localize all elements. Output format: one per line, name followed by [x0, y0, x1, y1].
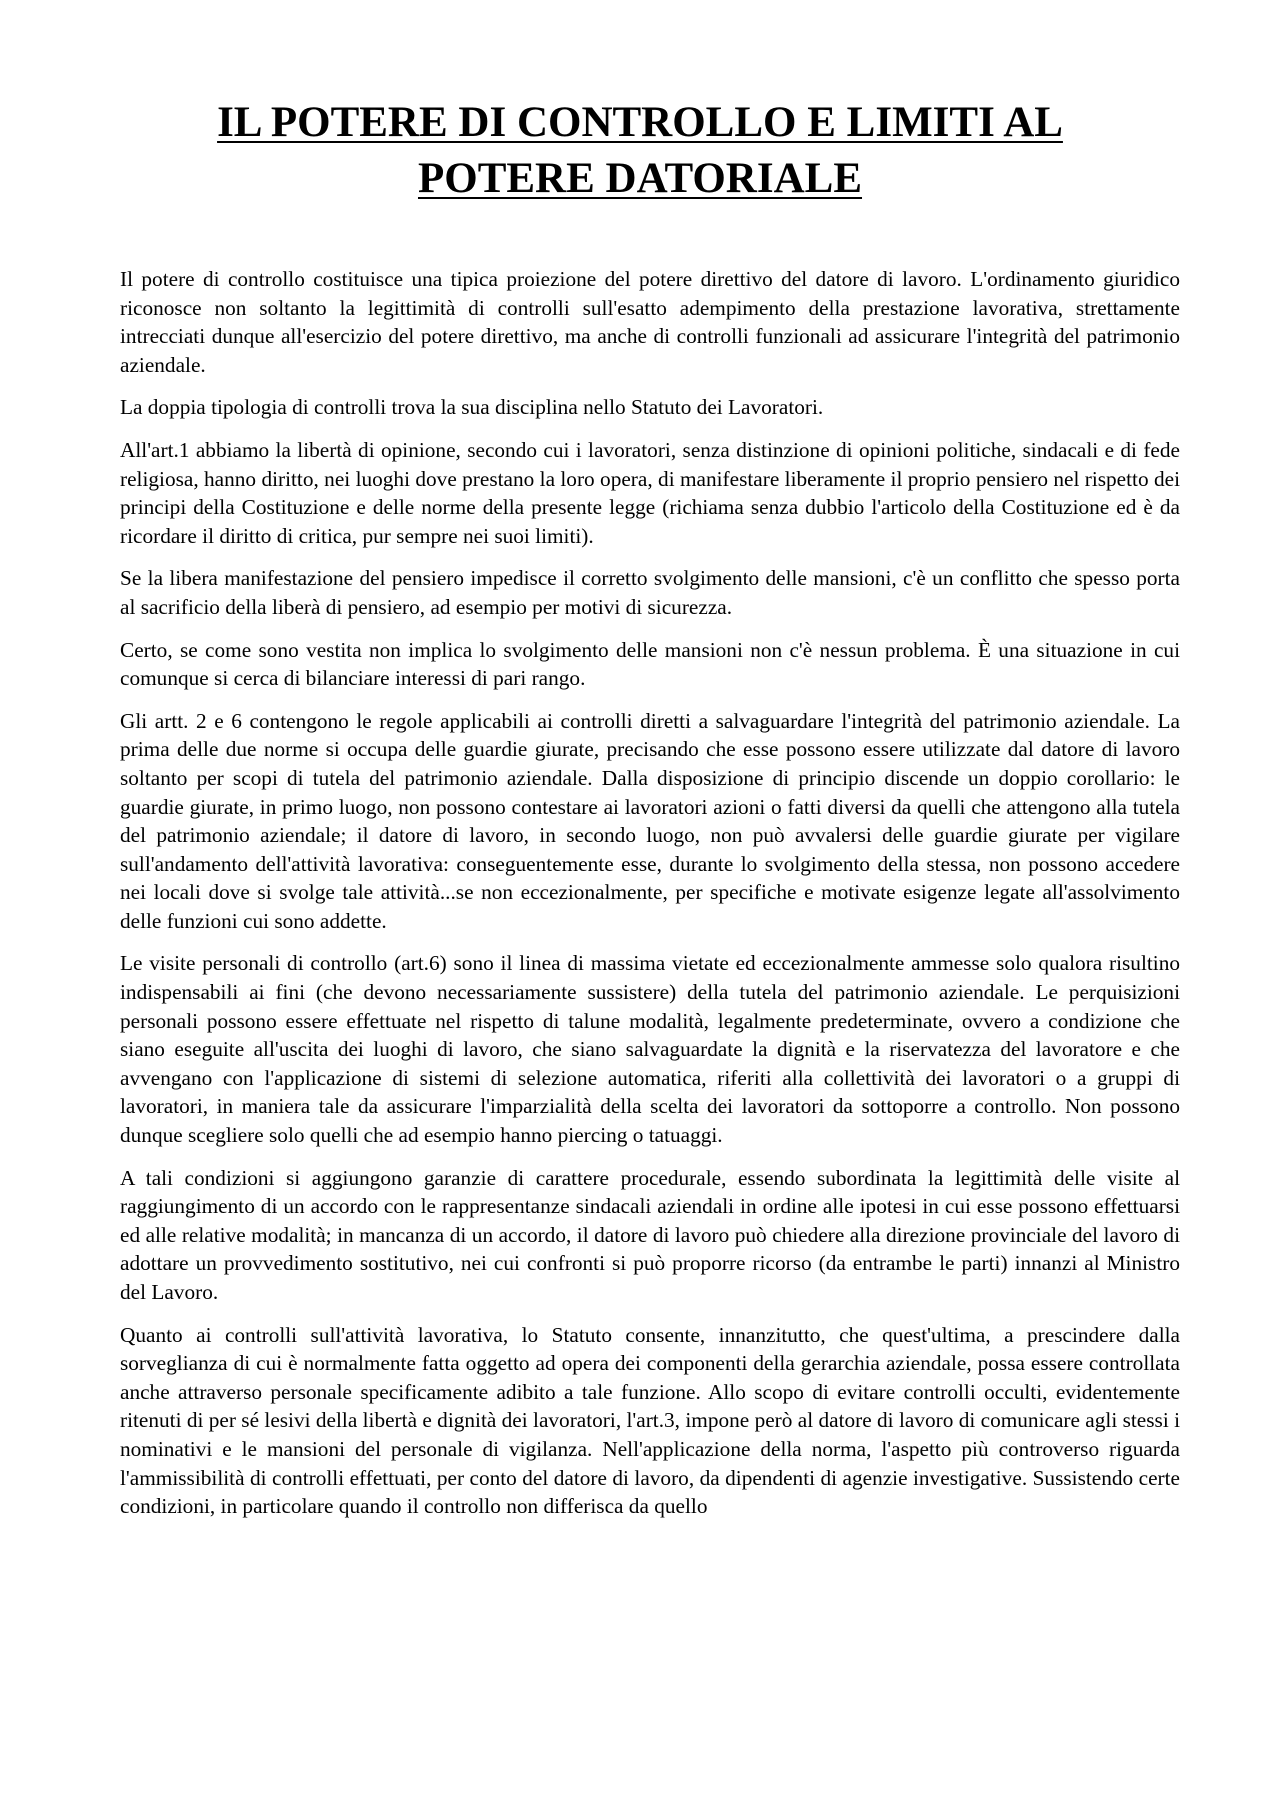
title-line-2: POTERE DATORIALE: [417, 155, 863, 202]
paragraph-7: Le visite personali di controllo (art.6) sono il linea di massima vietate ed eccezionalmente ammesse solo qualora risultino indispensabili ai fini (che devono necessariamente sussistere) della tutela del patrimonio aziendale. Le perquisizioni personali possono essere effettuate nel rispetto di talune modalità, legalmente predeterminate, ovvero a condizione che siano eseguite all'uscita dei luoghi di lavoro, che siano salvaguardate la dignità e la riservatezza del lavoratore e che avvengano con l'applicazione di sistemi di selezione automatica, riferiti alla collettività dei lavoratori o a gruppi di lavoratori, in maniera tale da assicurare l'imparzialità della scelta dei lavoratori da sottoporre a controllo. Non possono dunque scegliere solo quelli che ad esempio hanno piercing o tatuaggi.: [120, 951, 1180, 1148]
paragraph-5: Certo, se come sono vestita non implica lo svolgimento delle mansioni non c'è nessun problema. È una situazione in cui comunque si cerca di bilanciare interessi di pari rango.: [120, 637, 1180, 691]
paragraph-9: Quanto ai controlli sull'attività lavorativa, lo Statuto consente, innanzitutto, che quest'ultima, a prescindere dalla sorveglianza di cui è normalmente fatta oggetto ad opera dei componenti della gerarchia aziendale, possa essere controllata anche attraverso personale specificamente adibito a tale funzione. Allo scopo di evitare controlli occulti, evidentemente ritenuti di per sé lesivi della libertà e dignità dei lavoratori, l'art.3, impone però al datore di lavoro di comunicare agli stessi i nominativi e le mansioni del personale di vigilanza. Nell'applicazione della norma, l'aspetto più controverso riguarda l'ammissibilità di controlli effettuati, per conto del datore di lavoro, da dipendenti di agenzie investigative. Sussistendo certe condizioni, in particolare quando il controllo non differisca da quello: [120, 1322, 1180, 1519]
document-body: [120, 265, 1180, 1535]
paragraph-4: Se la libera manifestazione del pensiero impedisce il corretto svolgimento delle mansioni, c'è un conflitto che spesso porta al sacrificio della liberà di pensiero, ad esempio per motivi di sicurezza.: [120, 566, 1180, 619]
title-line-1: IL POTERE DI CONTROLLO E LIMITI AL: [217, 99, 1063, 146]
paragraph-8: A tali condizioni si aggiungono garanzie di carattere procedurale, essendo subordinata la legittimità delle visite al raggiungimento di un accordo con le rappresentanze sindacali aziendali in ordine alle ipotesi in cui esse possono effettuarsi ed alle relative modalità; in mancanza di un accordo, il datore di lavoro può chiedere alla direzione provinciale del lavoro di adottare un provvedimento sostitutivo, nei cui confronti si può proporre ricorso (da entrambe le parti) innanzi al Ministro del Lavoro.: [120, 1165, 1180, 1304]
paragraph-3: All'art.1 abbiamo la libertà di opinione, secondo cui i lavoratori, senza distinzione di opinioni politiche, sindacali e di fede religiosa, hanno diritto, nei luoghi dove prestano la loro opera, di manifestare liberamente il proprio pensiero nel rispetto dei principi della Costituzione e delle norme della presente legge (richiama senza dubbio l'articolo della Costituzione ed è da ricordare il diritto di critica, pur sempre nei suoi limiti).: [120, 437, 1180, 548]
paragraph-1: Il potere di controllo costituisce una tipica proiezione del potere direttivo del datore di lavoro. L'ordinamento giuridico riconosce non soltanto la legittimità di controlli sull'esatto adempimento della prestazione lavorativa, strettamente intrecciati dunque all'esercizio del potere direttivo, ma anche di controlli funzionali ad assicurare l'integrità del patrimonio aziendale.: [120, 267, 1180, 377]
paragraph-2: La doppia tipologia di controlli trova la sua disciplina nello Statuto dei Lavoratori.: [120, 395, 824, 420]
document-title: [120, 95, 1160, 207]
paragraph-6: Gli artt. 2 e 6 contengono le regole applicabili ai controlli diretti a salvaguardare l'integrità del patrimonio aziendale. La prima delle due norme si occupa delle guardie giurate, precisando che esse possono essere utilizzate dal datore di lavoro soltanto per scopi di tutela del patrimonio aziendale. Dalla disposizione di principio discende un doppio corollario: le guardie giurate, in primo luogo, non possono contestare ai lavoratori azioni o fatti diversi da quelli che attengono alla tutela del patrimonio aziendale; il datore di lavoro, in secondo luogo, non può avvalersi delle guardie giurate per vigilare sull'andamento dell'attività lavorativa: conseguentemente esse, durante lo svolgimento della stessa, non possono accedere nei locali dove si svolge tale attività...se non eccezionalmente, per specifiche e motivate esigenze legate all'assolvimento delle funzioni cui sono addette.: [120, 708, 1180, 933]
